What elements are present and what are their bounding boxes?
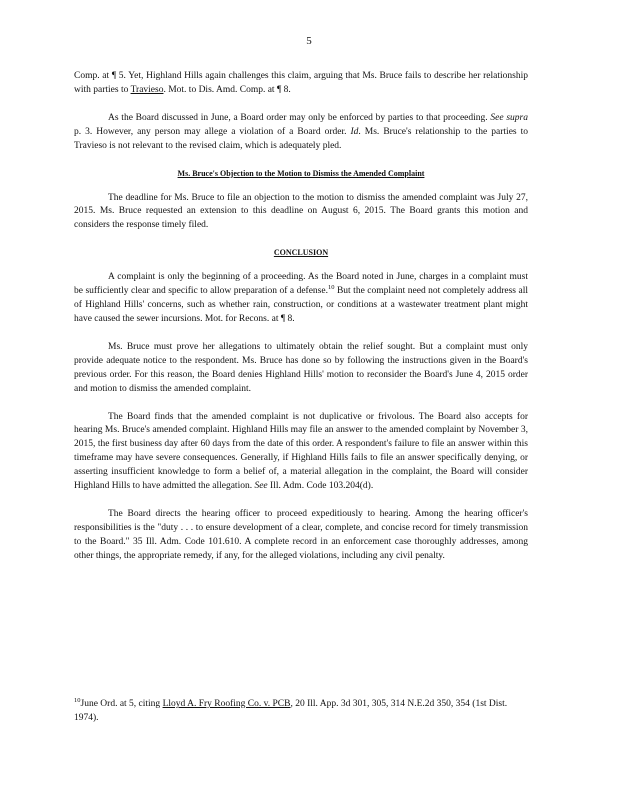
citation-id: Id (350, 126, 359, 137)
paragraph-text: The deadline for Ms. Bruce to file an objection to the motion to dismiss the amended complaint was July 27, 2015. Ms. Bruce requested an extension to this deadline on August 6, 2015. The Board grants this motion and considers the response timely filed. (74, 192, 528, 231)
paragraph-text-end: . Mot. to Dis. Amd. Comp. at ¶ 8. (163, 84, 291, 95)
paragraph-text-end: But the complaint need not completely address all of Highland Hills' concerns, such as whether rain, construction, or conditions at a wastewater treatment plant might have caused the sewer incursions. Mot. for Recons. at ¶ 8. (74, 286, 528, 324)
paragraph-text-mid: p. 3. However, any person may allege a violation of a Board order. (74, 126, 351, 137)
heading-text: Ms. Bruce's Objection to the Motion to Dismiss the Amended Complaint (177, 168, 425, 178)
paragraph-text: As the Board discussed in June, a Board order may only be enforced by parties to that proceeding. (108, 112, 491, 123)
heading-text: CONCLUSION (273, 248, 329, 258)
document-body (74, 70, 528, 564)
case-name-link: Travieso (130, 84, 164, 95)
paragraph-text: The Board directs the hearing officer to proceed expeditiously to hearing. Among the hearing officer's responsibilities is the "duty . . . to ensure development of a clear, complete, and concise record for timely transmission to the Board." 35 Ill. Adm. Code 101.610. A complete record in an enforcement case thoroughly addresses, among other things, the appropriate remedy, if any, for the alleged violations, including any civil penalty. (74, 508, 528, 561)
footnote (74, 698, 528, 726)
paragraph-text: Comp. at ¶ 5. Yet, Highland Hills again challenges this claim, arguing that Ms. Bruce fails to describe her relationship with parties to (74, 71, 528, 95)
footnote-divider (74, 689, 224, 690)
footnote-reference[interactable]: 10 (327, 284, 335, 291)
paragraph-board-order (74, 112, 528, 154)
paragraph-text: A complaint is only the beginning of a proceeding. As the Board noted in June, charges in a complaint must be sufficiently clear and specific to allow preparation of a defense. (74, 272, 528, 297)
paragraph-hearing-officer (74, 508, 528, 564)
citation-signal: See supra (490, 112, 528, 123)
page-number: 5 (306, 35, 312, 47)
paragraph-findings (74, 411, 528, 494)
section-heading-conclusion (74, 247, 528, 259)
paragraph-complaint (74, 271, 528, 327)
paragraph-text: The Board finds that the amended complaint is not duplicative or frivolous. The Board also accepts for hearing Ms. Bruce's amended complaint. Highland Hills may file an answer to the amended complaint by November 3, 2015, the first business day after 60 days from the date of this order. A respondent's failure to file an answer within this timeframe may have severe consequences. Generally, if Highland Hills fails to file an answer specifically denying, or asserting insufficient knowledge to form a belief of, a material allegation in the complaint, the Board will consider Highland Hills to have admitted the allegation. (74, 411, 528, 492)
citation-signal: See (254, 481, 268, 492)
paragraph-deadline (74, 192, 528, 234)
footnote-case-name: Lloyd A. Fry Roofing Co. v. PCB (162, 699, 291, 709)
paragraph-allegations (74, 341, 528, 397)
footnote-number: 10 (74, 696, 81, 704)
footnote-text: June Ord. at 5, citing (80, 699, 163, 709)
paragraph-text-end: . Ms. Bruce's relationship to the parties to Travieso is not relevant to the revised claim, which is adequately pled. (74, 126, 529, 151)
section-heading-objection (74, 168, 528, 180)
paragraph-text: Ms. Bruce must prove her allegations to ultimately obtain the relief sought. But a complaint must only provide adequate notice to the respondent. Ms. Bruce has done so by following the instructions given in the Board's previous order. For this reason, the Board denies Highland Hills' motion to reconsider the Board's June 4, 2015 order and motion to dismiss the amended complaint. (74, 341, 528, 394)
footnote-text-end: , 20 Ill. App. 3d 301, 305, 314 N.E.2d 350, 354 (1st Dist. 1974). (74, 699, 508, 723)
paragraph-text-end: Ill. Adm. Code 103.204(d). (267, 481, 374, 492)
paragraph-continuation (74, 70, 528, 98)
